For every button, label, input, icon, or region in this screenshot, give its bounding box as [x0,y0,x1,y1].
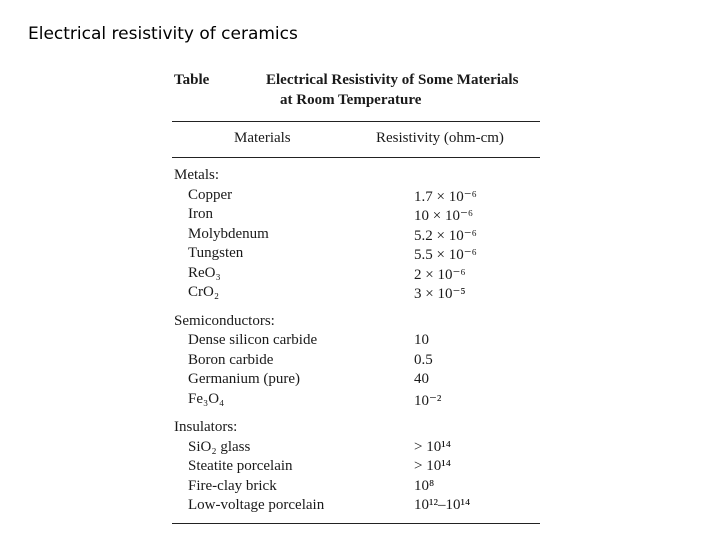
material-name: Germanium (pure) [188,371,301,387]
resistivity-value: > 10¹⁴ [414,438,451,455]
material-name: Steatite porcelain [188,458,293,474]
table-row [168,226,544,245]
resistivity-value: 10⁻² [414,392,442,409]
resistivity-value: 5.5 × 10⁻⁶ [414,247,477,263]
material-name: CrO₂ [188,284,220,300]
resistivity-value: 0.5 [414,351,433,368]
resistivity-value: 2 × 10⁻⁶ [414,266,466,283]
material-name: Boron carbide [188,351,274,368]
group-header: Semiconductors: [174,312,275,329]
material-name: ReO₃ [188,264,221,281]
resistivity-value: 5.2 × 10⁻⁶ [414,227,477,244]
table-bottom-rule [172,523,540,524]
table-row [168,352,544,371]
table-label: Table [174,72,210,88]
resistivity-value: 1.7 × 10⁻⁶ [414,188,477,205]
table-row [168,391,544,410]
material-name: Iron [188,206,213,222]
slide-title: Electrical resistivity of ceramics [28,24,298,44]
material-name: Fe₃O₄ [188,390,225,407]
column-header-resistivity: Resistivity (ohm-cm) [376,130,504,146]
material-name: Molybdenum [188,225,269,242]
table-title-line2: at Room Temperature [280,92,422,108]
table-row [168,206,544,225]
table-title-line1: Electrical Resistivity of Some Materials [266,72,519,88]
resistivity-value: > 10¹⁴ [414,458,451,474]
resistivity-value: 10⁸ [414,477,435,494]
material-name: Fire-clay brick [188,477,277,494]
material-name: Dense silicon carbide [188,332,318,348]
table-row [168,332,544,351]
header-rule [172,157,540,158]
material-name: SiO₂ glass [188,438,251,455]
group-header: Metals: [174,167,219,183]
resistivity-value: 40 [414,371,429,387]
table-row [168,187,544,206]
table-row [168,497,544,516]
table-row [168,284,544,303]
material-name: Tungsten [188,245,244,261]
table-row [168,265,544,284]
table-top-rule [172,121,540,122]
table-row [168,458,544,477]
material-name: Copper [188,186,233,203]
material-name: Low-voltage porcelain [188,497,325,513]
table-row [168,478,544,497]
resistivity-value: 10 × 10⁻⁶ [414,208,474,224]
table-row [168,245,544,264]
resistivity-value: 10 [414,332,429,348]
group-header: Insulators: [174,419,238,435]
column-header-materials: Materials [234,130,291,146]
resistivity-value: 10¹²–10¹⁴ [414,497,471,513]
table-row [168,371,544,390]
table-row [168,439,544,458]
resistivity-value: 3 × 10⁻⁵ [414,286,466,302]
resistivity-table [168,66,544,526]
